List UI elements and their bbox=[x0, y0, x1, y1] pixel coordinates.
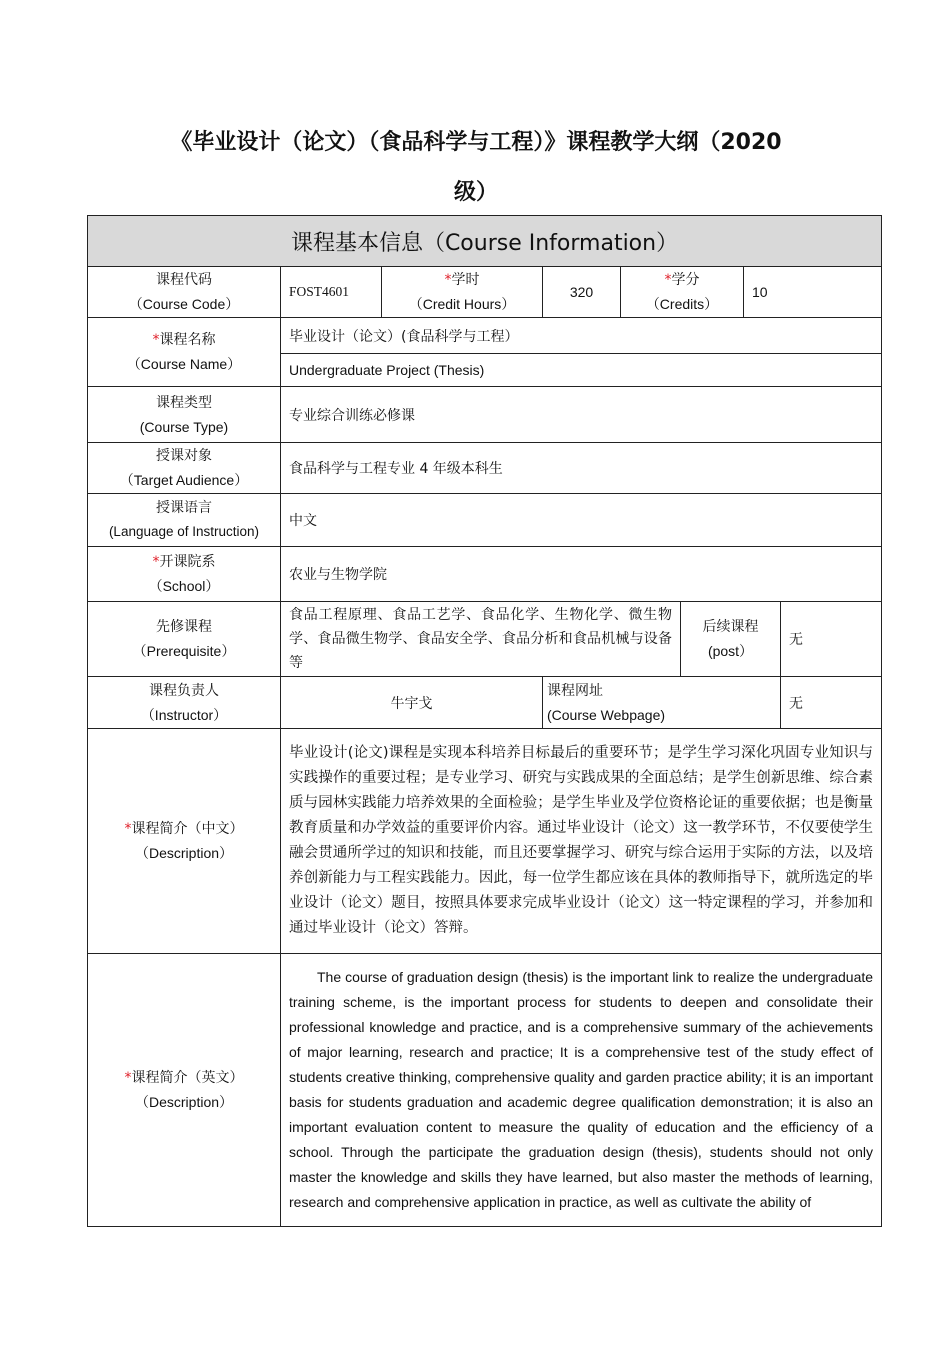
row-language bbox=[88, 494, 882, 547]
row-instructor bbox=[88, 677, 882, 729]
row-description-cn bbox=[88, 729, 882, 954]
row-prerequisite bbox=[88, 602, 882, 677]
credits-value: 10 bbox=[744, 267, 882, 318]
description-en-value: The course of graduation design (thesis) is the important link to realize the undergraduate training scheme, is the important process for students to deepen and consolidate their professional knowledge and practice, and is a comprehensive summary of the achievements of major learning, research and practice; It is a comprehensive test of the study effect of students creative thinking, comprehensive quality and garden practice ability; it is an important basis for students graduation and academic degree qualification demonstration; it is also an important evaluation content to measure the quality of education and the efficiency of a school. Through the participate the graduation design (thesis), students should not only master the knowledge and skills they have learned, but also master the methods of learning, research and comprehensive application in practice, as well as cultivate the ability of bbox=[281, 954, 882, 1227]
row-course-type bbox=[88, 387, 882, 443]
document-title-line-2: 级） bbox=[453, 180, 498, 205]
school-value: 农业与生物学院 bbox=[281, 547, 882, 602]
description-cn-label: *课程简介（中文） （Description） bbox=[88, 729, 281, 954]
prerequisite-label: 先修课程 （Prerequisite） bbox=[88, 602, 281, 677]
section-header: 课程基本信息（Course Information） bbox=[88, 216, 882, 267]
instructor-label: 课程负责人 （Instructor） bbox=[88, 677, 281, 729]
post-course-value: 无 bbox=[781, 602, 882, 677]
language-value: 中文 bbox=[281, 494, 882, 547]
credits-label: *学分 （Credits） bbox=[621, 267, 744, 318]
target-audience-label: 授课对象 （Target Audience） bbox=[88, 443, 281, 494]
document-title-line-1: 《毕业设计（论文）（食品科学与工程）》课程教学大纲（2020 bbox=[170, 130, 782, 155]
instructor-value: 牛宇戈 bbox=[281, 677, 543, 729]
target-audience-value: 食品科学与工程专业 4 年级本科生 bbox=[281, 443, 882, 494]
row-target-audience bbox=[88, 443, 882, 494]
course-name-label: *课程名称 （Course Name） bbox=[88, 318, 281, 387]
description-cn-value: 毕业设计(论文)课程是实现本科培养目标最后的重要环节；是学生学习深化巩固专业知识与实践操作的重要过程；是专业学习、研究与实践成果的全面总结；是学生创新思维、综合素质与园林实践能力培养效果的全面检验；是学生毕业及学位资格论证的重要依据；也是衡量教育质量和办学效益的重要评价内容。通过毕业设计（论文）这一教学环节，不仅要使学生融会贯通所学过的知识和技能，而且还要掌握学习、研究与综合运用于实际的方法，以及培养创新能力与工程实践能力。因此，每一位学生都应该在具体的教师指导下，就所选定的毕业设计（论文）题目，按照具体要求完成毕业设计（论文）这一特定课程的学习，并参加和通过毕业设计（论文）答辩。 bbox=[281, 729, 882, 954]
row-school bbox=[88, 547, 882, 602]
course-code-label: 课程代码 （Course Code） bbox=[88, 267, 281, 318]
description-en-label: *课程简介（英文） （Description） bbox=[88, 954, 281, 1227]
school-label: *开课院系 （School） bbox=[88, 547, 281, 602]
row-course-name-cn bbox=[88, 318, 882, 354]
document-title bbox=[100, 118, 852, 218]
course-code-value: FOST4601 bbox=[281, 267, 382, 318]
course-type-value: 专业综合训练必修课 bbox=[281, 387, 882, 443]
credit-hours-label: *学时 （Credit Hours） bbox=[382, 267, 543, 318]
webpage-value: 无 bbox=[781, 677, 882, 729]
credit-hours-value: 320 bbox=[543, 267, 621, 318]
prerequisite-value: 食品工程原理、食品工艺学、食品化学、生物化学、微生物学、食品微生物学、食品安全学、食品分析和食品机械与设备等 bbox=[281, 602, 681, 677]
course-name-en-value: Undergraduate Project (Thesis) bbox=[281, 354, 882, 387]
webpage-label: 课程网址 (Course Webpage) bbox=[543, 677, 781, 729]
course-type-label: 课程类型 (Course Type) bbox=[88, 387, 281, 443]
row-course-code bbox=[88, 267, 882, 318]
language-label: 授课语言 (Language of Instruction) bbox=[88, 494, 281, 547]
row-description-en bbox=[88, 954, 882, 1227]
course-name-cn-value: 毕业设计（论文）(食品科学与工程） bbox=[281, 318, 882, 354]
post-course-label: 后续课程 (post） bbox=[681, 602, 781, 677]
course-info-table bbox=[87, 215, 882, 1227]
